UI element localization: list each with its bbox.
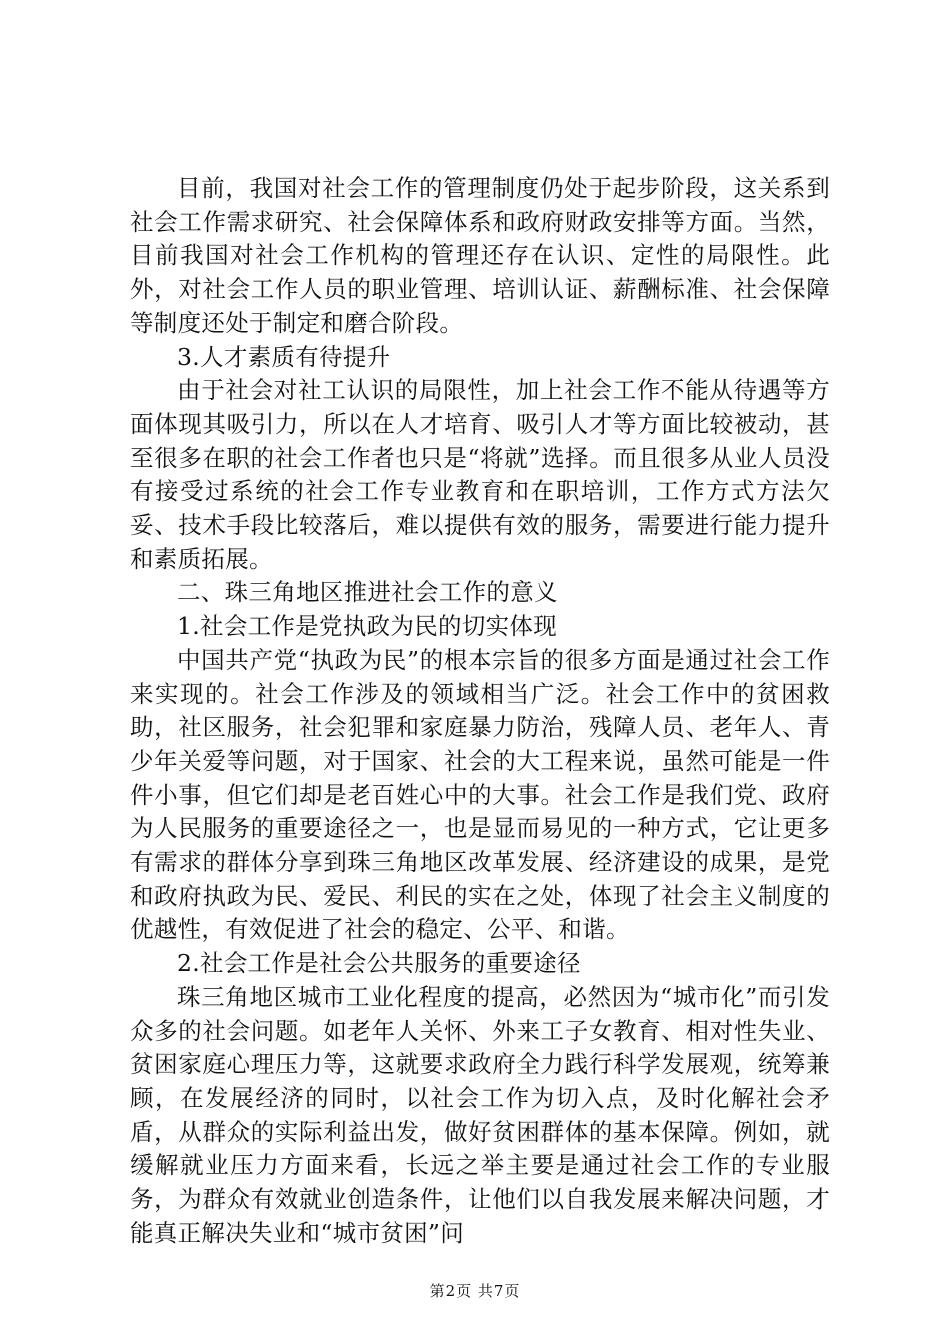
section-heading-significance: 二、珠三角地区推进社会工作的意义 (177, 578, 558, 607)
heading-public-service: 2.社会工作是社会公共服务的重要途径 (177, 949, 581, 978)
heading-talent-quality: 3.人才素质有待提升 (177, 342, 391, 371)
heading-party-governance: 1.社会工作是党执政为民的切实体现 (177, 612, 558, 641)
paragraph-party-governance: 中国共产党“执政为民”的根本宗旨的很多方面是通过社会工作来实现的。社会工作涉及的领域相当广泛。社会工作中的贫困救助，社区服务，社会犯罪和家庭暴力防治，残障人员、老年人、青少年关爱等问题，对于国家、社会的大工程来说，虽然可能是一件件小事，但它们却是老百姓心中的大事。社会工作是我们党、政府为人民服务的重要途径之一，也是显而易见的一种方式，它让更多有需求的群体分享到珠三角地区改革发展、经济建设的成果，是党和政府执政为民、爱民、利民的实在之处，体现了社会主义制度的优越性，有效促进了社会的稳定、公平、和谐。 (130, 645, 830, 944)
document-body (130, 172, 830, 1251)
page-number-footer: 第2页 共7页 (429, 1282, 521, 1300)
paragraph-talent-quality: 由于社会对社工认识的局限性，加上社会工作不能从待遇等方面体现其吸引力，所以在人才培育、吸引人才等方面比较被动，甚至很多在职的社会工作者也只是“将就”选择。而且很多从业人员没有接受过系统的社会工作专业教育和在职培训，工作方式方法欠妥、技术手段比较落后，难以提供有效的服务，需要进行能力提升和素质拓展。 (130, 376, 830, 573)
paragraph-management-system: 目前，我国对社会工作的管理制度仍处于起步阶段，这关系到社会工作需求研究、社会保障体系和政府财政安排等方面。当然，目前我国对社会工作机构的管理还存在认识、定性的局限性。此外，对社会工作人员的职业管理、培训认证、薪酬标准、社会保障等制度还处于制定和磨合阶段。 (130, 174, 830, 337)
paragraph-public-service: 珠三角地区城市工业化程度的提高，必然因为“城市化”而引发众多的社会问题。如老年人关怀、外来工子女教育、相对性失业、贫困家庭心理压力等，这就要求政府全力践行科学发展观，统筹兼顾，在发展经济的同时，以社会工作为切入点，及时化解社会矛盾，从群众的实际利益出发，做好贫困群体的基本保障。例如，就缓解就业压力方面来看，长远之举主要是通过社会工作的专业服务，为群众有效就业创造条件，让他们以自我发展来解决问题，才能真正解决失业和“城市贫困”问 (130, 982, 830, 1247)
